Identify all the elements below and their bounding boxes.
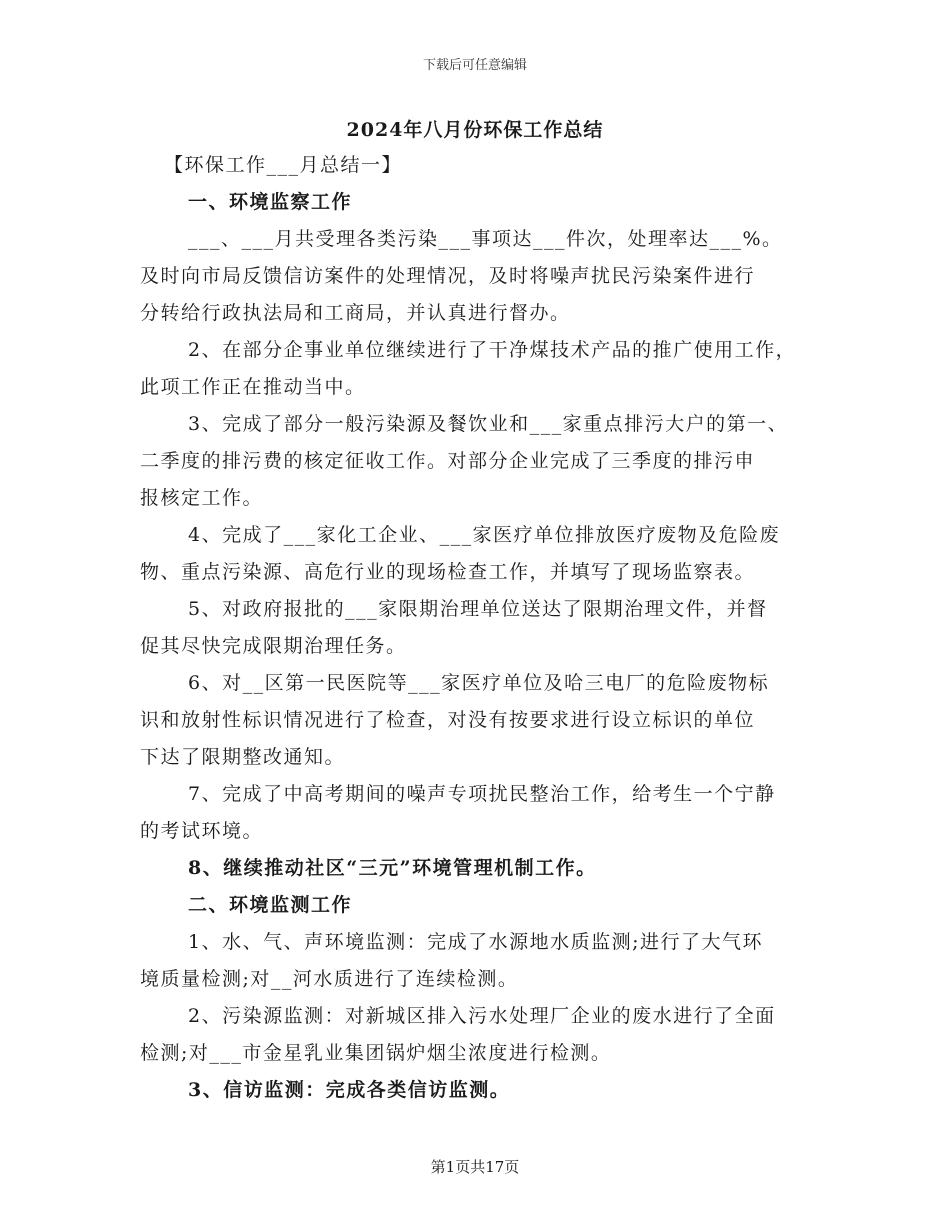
text-line: 6、对__区第一民医院等___家医疗单位及哈三电厂的危险废物标 — [188, 672, 770, 694]
text-line: 及时向市局反馈信访案件的处理情况，及时将噪声扰民污染案件进行 — [140, 265, 756, 287]
text-line: 分转给行政执法局和工商局，并认真进行督办。 — [140, 302, 571, 324]
text-line: 物、重点污染源、高危行业的现场检查工作，并填写了现场监察表。 — [140, 561, 756, 583]
text-line: 境质量检测;对__河水质进行了连续检测。 — [140, 968, 519, 990]
text-line: 4、完成了___家化工企业、___家医疗单位排放医疗废物及危险废 — [188, 524, 781, 546]
text-line: 促其尽快完成限期治理任务。 — [140, 635, 407, 657]
text-line: 报核定工作。 — [140, 487, 264, 509]
text-line: 2、污染源监测：对新城区排入污水处理厂企业的废水进行了全面 — [188, 1005, 776, 1027]
document-body — [140, 147, 820, 1109]
text-line: 3、完成了部分一般污染源及餐饮业和___家重点排污大户的第一、 — [188, 413, 789, 435]
page-footer: 第1页共17页 — [430, 1158, 520, 1176]
text-line: 3、信访监测：完成各类信访监测。 — [188, 1079, 511, 1101]
text-line: ___、___月共受理各类污染___事项达___件次，处理率达___%。 — [188, 228, 783, 250]
text-line: 【环保工作___月总结一】 — [164, 154, 403, 176]
text-line: 此项工作正在推动当中。 — [140, 376, 366, 398]
text-line: 1、水、气、声环境监测：完成了水源地水质监测;进行了大气环 — [188, 931, 763, 953]
text-line: 二、环境监测工作 — [188, 894, 353, 916]
text-line: 的考试环境。 — [140, 820, 264, 842]
text-line: 7、完成了中高考期间的噪声专项扰民整治工作，给考生一个宁静 — [188, 783, 776, 805]
text-line: 下达了限期整改通知。 — [140, 746, 346, 768]
text-line: 二季度的排污费的核定征收工作。对部分企业完成了三季度的排污申 — [140, 450, 756, 472]
document-title: 2024年八月份环保工作总结 — [346, 119, 604, 141]
text-line: 一、环境监察工作 — [188, 191, 353, 213]
text-line: 2、在部分企事业单位继续进行了干净煤技术产品的推广使用工作， — [188, 339, 797, 361]
text-line: 检测;对___市金星乳业集团锅炉烟尘浓度进行检测。 — [140, 1042, 612, 1064]
text-line: 识和放射性标识情况进行了检查，对没有按要求进行设立标识的单位 — [140, 709, 756, 731]
header-note: 下载后可任意编辑 — [422, 58, 527, 73]
text-line: 5、对政府报批的___家限期治理单位送达了限期治理文件，并督 — [188, 598, 768, 620]
text-line: 8、继续推动社区“三元”环境管理机制工作。 — [188, 857, 597, 879]
